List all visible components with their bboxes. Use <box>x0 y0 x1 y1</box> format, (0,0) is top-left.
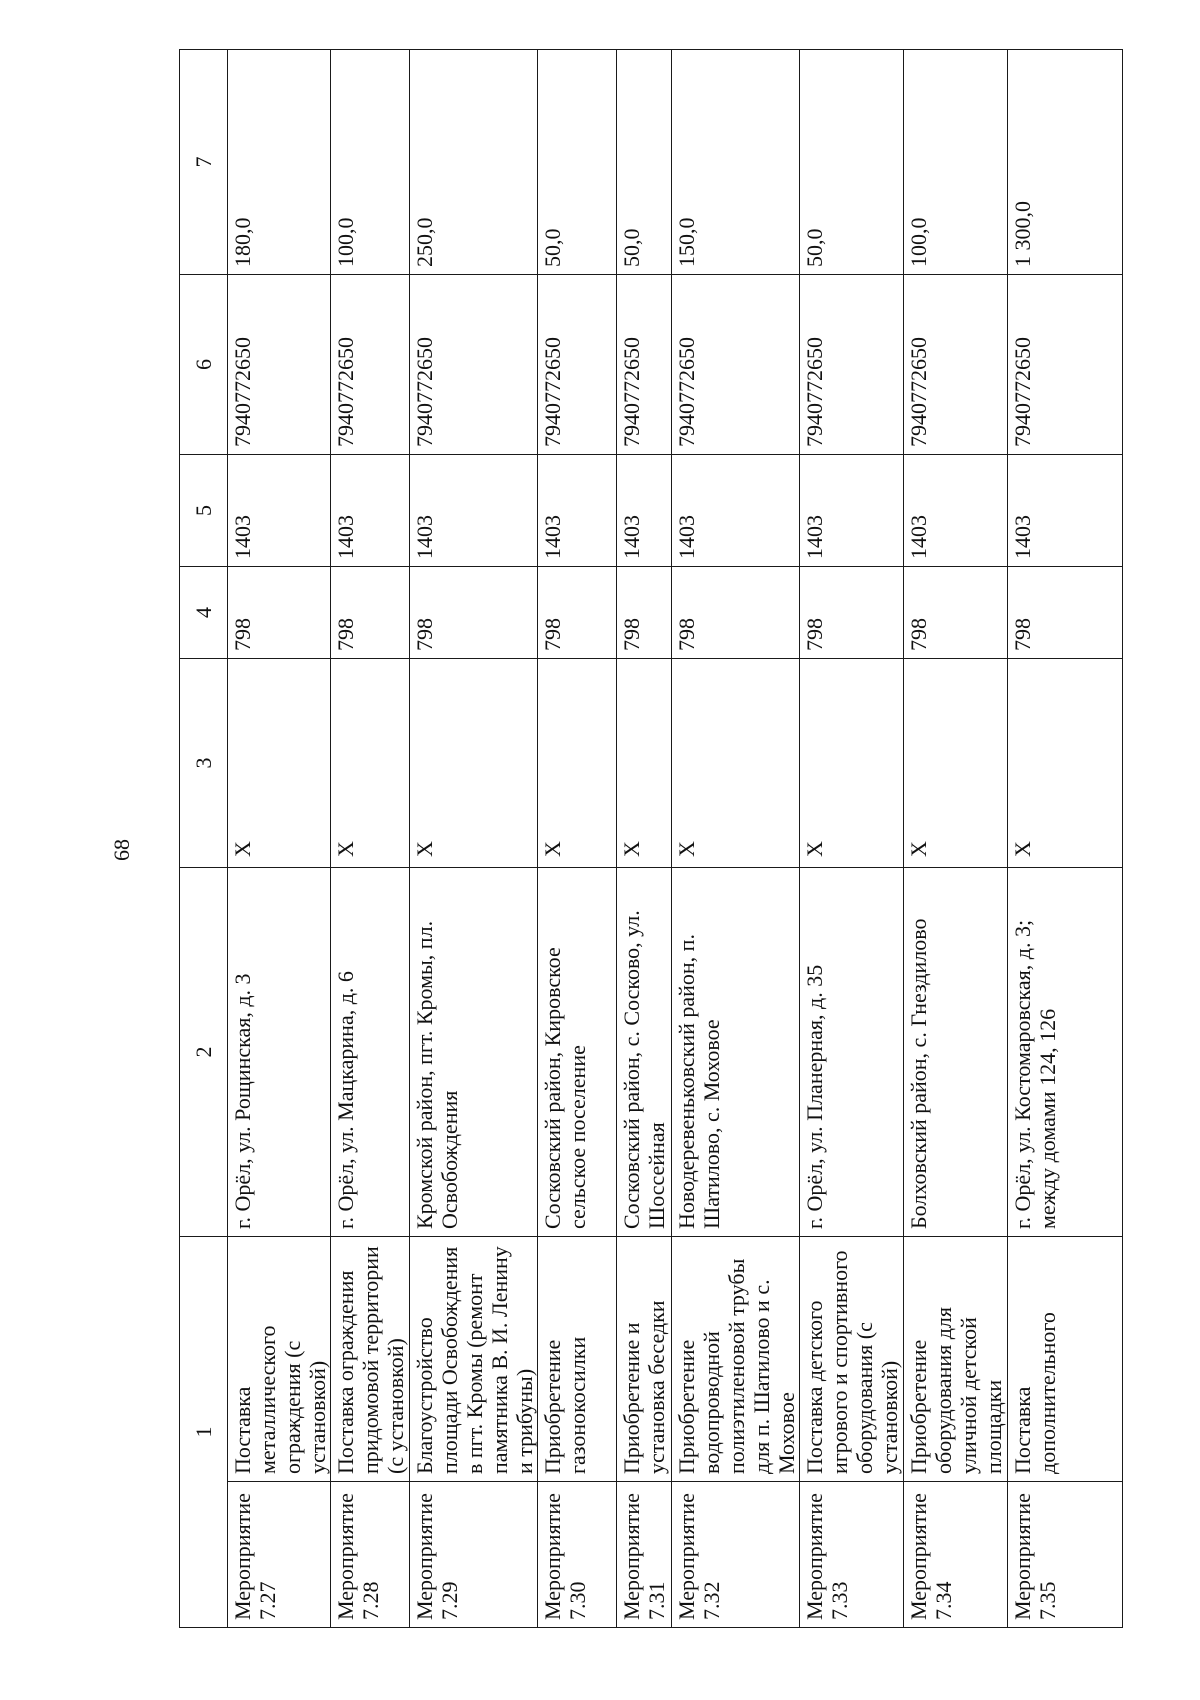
amount-cell: 250,0 <box>410 50 538 275</box>
table-row <box>904 50 1008 1628</box>
header-cell-7: 7 <box>180 50 228 275</box>
measure-name-cell: Благоустройство площади Освобождения в пгт. Кромы (ремонт памятника В. И. Ленину и трибуны) <box>410 1237 538 1482</box>
col3-cell: Х <box>904 659 1008 868</box>
header-cell-5: 5 <box>180 455 228 567</box>
measure-id-cell: Мероприятие 7.31 <box>617 1482 672 1628</box>
measure-name-cell: Поставка ограждения придомовой территории (с установкой) <box>331 1237 410 1482</box>
amount-cell: 100,0 <box>904 50 1008 275</box>
col5-cell: 1403 <box>617 455 672 567</box>
location-cell: Кромской район, пгт. Кромы, пл. Освобождения <box>410 868 538 1237</box>
header-cell-2: 2 <box>180 868 228 1237</box>
col3-cell: Х <box>228 659 331 868</box>
col4-cell: 798 <box>617 567 672 659</box>
col3-cell: Х <box>672 659 800 868</box>
table-row <box>331 50 410 1628</box>
col4-cell: 798 <box>331 567 410 659</box>
measure-id-cell: Мероприятие 7.35 <box>1008 1482 1123 1628</box>
col5-cell: 1403 <box>331 455 410 567</box>
col5-cell: 1403 <box>410 455 538 567</box>
col5-cell: 1403 <box>672 455 800 567</box>
col3-cell: Х <box>538 659 617 868</box>
header-cell-4: 4 <box>180 567 228 659</box>
measure-id-cell: Мероприятие 7.30 <box>538 1482 617 1628</box>
amount-cell: 50,0 <box>800 50 904 275</box>
col5-cell: 1403 <box>1008 455 1123 567</box>
location-cell: г. Орёл, ул. Рощинская, д. 3 <box>228 868 331 1237</box>
rotated-table-container <box>179 50 1094 1628</box>
col4-cell: 798 <box>904 567 1008 659</box>
measure-id-cell: Мероприятие 7.29 <box>410 1482 538 1628</box>
col6-cell: 7940772650 <box>331 275 410 455</box>
col4-cell: 798 <box>800 567 904 659</box>
col6-cell: 7940772650 <box>1008 275 1123 455</box>
measures-table <box>179 49 1123 1628</box>
measure-name-cell: Поставка дополнительного <box>1008 1237 1123 1482</box>
col3-cell: Х <box>800 659 904 868</box>
header-cell-3: 3 <box>180 659 228 868</box>
amount-cell: 100,0 <box>331 50 410 275</box>
measure-id-cell: Мероприятие 7.33 <box>800 1482 904 1628</box>
col3-cell: Х <box>617 659 672 868</box>
measure-name-cell: Приобретение водопроводной полиэтиленовой трубы для п. Шатилово и с. Моховое <box>672 1237 800 1482</box>
col3-cell: Х <box>410 659 538 868</box>
col4-cell: 798 <box>228 567 331 659</box>
col3-cell: Х <box>331 659 410 868</box>
header-row <box>180 50 228 1628</box>
col6-cell: 7940772650 <box>800 275 904 455</box>
col4-cell: 798 <box>538 567 617 659</box>
measure-name-cell: Приобретение и установка беседки <box>617 1237 672 1482</box>
col6-cell: 7940772650 <box>228 275 331 455</box>
col3-cell: Х <box>1008 659 1123 868</box>
location-cell: г. Орёл, ул. Костомаровская, д. 3; между домами 124, 126 <box>1008 868 1123 1237</box>
header-cell-6: 6 <box>180 275 228 455</box>
measure-name-cell: Приобретение газонокосилки <box>538 1237 617 1482</box>
measure-id-cell: Мероприятие 7.28 <box>331 1482 410 1628</box>
amount-cell: 50,0 <box>617 50 672 275</box>
col6-cell: 7940772650 <box>538 275 617 455</box>
col4-cell: 798 <box>410 567 538 659</box>
col6-cell: 7940772650 <box>617 275 672 455</box>
col5-cell: 1403 <box>904 455 1008 567</box>
measure-id-cell: Мероприятие 7.32 <box>672 1482 800 1628</box>
col6-cell: 7940772650 <box>672 275 800 455</box>
table-row <box>538 50 617 1628</box>
col4-cell: 798 <box>672 567 800 659</box>
col5-cell: 1403 <box>538 455 617 567</box>
measure-id-cell: Мероприятие 7.27 <box>228 1482 331 1628</box>
col4-cell: 798 <box>1008 567 1123 659</box>
col5-cell: 1403 <box>800 455 904 567</box>
page-number: 68 <box>109 839 134 861</box>
measure-name-cell: Приобретение оборудования для уличной детской площадки <box>904 1237 1008 1482</box>
table-row <box>1008 50 1123 1628</box>
location-cell: Болховский район, с. Гнездилово <box>904 868 1008 1237</box>
col6-cell: 7940772650 <box>410 275 538 455</box>
measure-name-cell: Поставка детского игрового и спортивного оборудования (с установкой) <box>800 1237 904 1482</box>
table-row <box>672 50 800 1628</box>
location-cell: Сосковский район, Кировское сельское поселение <box>538 868 617 1237</box>
amount-cell: 50,0 <box>538 50 617 275</box>
amount-cell: 150,0 <box>672 50 800 275</box>
col5-cell: 1403 <box>228 455 331 567</box>
amount-cell: 1 300,0 <box>1008 50 1123 275</box>
table-row <box>800 50 904 1628</box>
location-cell: Новодеревеньковский район, п. Шатилово, с. Моховое <box>672 868 800 1237</box>
measure-name-cell: Поставка металлического ограждения (с установкой) <box>228 1237 331 1482</box>
amount-cell: 180,0 <box>228 50 331 275</box>
measure-id-cell: Мероприятие 7.34 <box>904 1482 1008 1628</box>
location-cell: г. Орёл, ул. Мацкарина, д. 6 <box>331 868 410 1237</box>
col6-cell: 7940772650 <box>904 275 1008 455</box>
location-cell: Сосковский район, с. Сосково, ул. Шоссейная <box>617 868 672 1237</box>
header-cell-1: 1 <box>180 1237 228 1628</box>
table-row <box>228 50 331 1628</box>
table-row <box>617 50 672 1628</box>
table-row <box>410 50 538 1628</box>
location-cell: г. Орёл, ул. Планерная, д. 35 <box>800 868 904 1237</box>
